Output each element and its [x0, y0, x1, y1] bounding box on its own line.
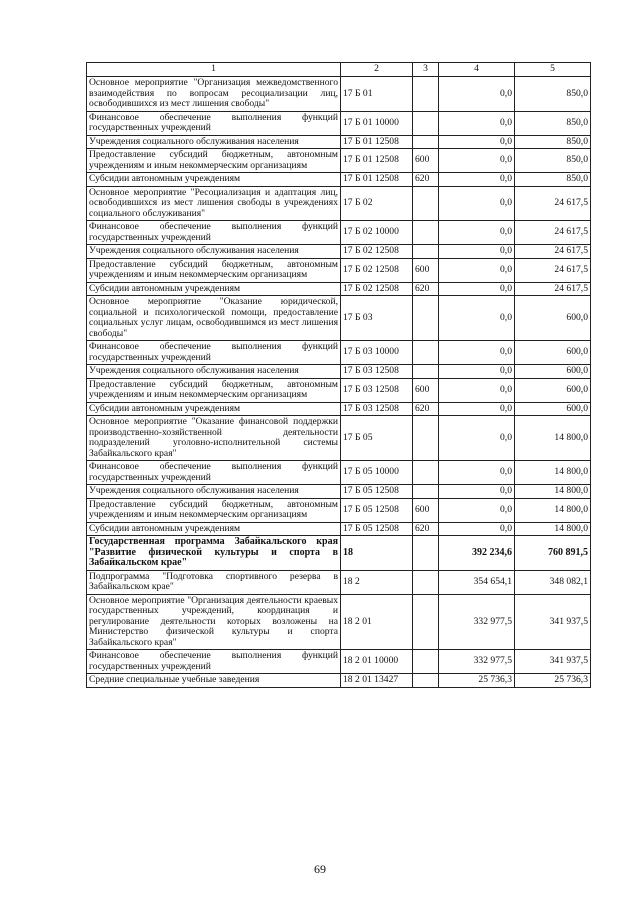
- row-amount-1-cell: 332 977,5: [439, 650, 515, 674]
- row-name-cell: Подпрограмма "Подготовка спортивного резерва в Забайкальском крае": [87, 570, 341, 594]
- row-code-cell: 17 Б 03 12508: [341, 378, 413, 402]
- table-row: [87, 149, 591, 173]
- row-code-cell: 17 Б 03 12508: [341, 402, 413, 416]
- row-amount-1-cell: 0,0: [439, 111, 515, 135]
- row-amount-1-cell: 332 977,5: [439, 594, 515, 650]
- header-row: [87, 63, 591, 77]
- row-amount-2-cell: 600,0: [515, 365, 591, 379]
- row-amount-2-cell: 600,0: [515, 402, 591, 416]
- row-code-cell: 17 Б 05: [341, 416, 413, 461]
- row-amount-1-cell: 0,0: [439, 282, 515, 296]
- row-amount-2-cell: 760 891,5: [515, 536, 591, 571]
- row-type-cell: 620: [413, 282, 439, 296]
- table-row: [87, 536, 591, 571]
- row-type-cell: 620: [413, 522, 439, 536]
- row-code-cell: 17 Б 01 12508: [341, 173, 413, 187]
- row-amount-1-cell: 0,0: [439, 461, 515, 485]
- table-row: [87, 221, 591, 245]
- row-name-cell: Предоставление субсидий бюджетным, автономным учреждениям и иным некоммерческим организациям: [87, 378, 341, 402]
- row-code-cell: 18 2: [341, 570, 413, 594]
- row-type-cell: [413, 245, 439, 259]
- table-row: [87, 570, 591, 594]
- column-header-type: 3: [413, 63, 439, 77]
- row-type-cell: 600: [413, 258, 439, 282]
- table-row: [87, 378, 591, 402]
- row-code-cell: 17 Б 02 12508: [341, 258, 413, 282]
- row-type-cell: [413, 111, 439, 135]
- row-name-cell: Финансовое обеспечение выполнения функций государственных учреждений: [87, 341, 341, 365]
- row-amount-1-cell: 0,0: [439, 402, 515, 416]
- row-amount-2-cell: 24 617,5: [515, 282, 591, 296]
- row-amount-2-cell: 341 937,5: [515, 650, 591, 674]
- row-amount-1-cell: 0,0: [439, 245, 515, 259]
- row-name-cell: Субсидии автономным учреждениям: [87, 522, 341, 536]
- table-row: [87, 594, 591, 650]
- column-header-code: 2: [341, 63, 413, 77]
- row-amount-1-cell: 354 654,1: [439, 570, 515, 594]
- row-amount-2-cell: 25 736,3: [515, 674, 591, 688]
- row-amount-1-cell: 25 736,3: [439, 674, 515, 688]
- row-amount-1-cell: 0,0: [439, 296, 515, 341]
- row-amount-2-cell: 850,0: [515, 149, 591, 173]
- row-amount-2-cell: 850,0: [515, 77, 591, 112]
- row-type-cell: [413, 650, 439, 674]
- table-row: [87, 365, 591, 379]
- row-amount-1-cell: 0,0: [439, 258, 515, 282]
- row-amount-2-cell: 14 800,0: [515, 461, 591, 485]
- table-row: [87, 258, 591, 282]
- row-type-cell: [413, 461, 439, 485]
- row-code-cell: 17 Б 02 10000: [341, 221, 413, 245]
- row-name-cell: Предоставление субсидий бюджетным, автономным учреждениям и иным некоммерческим организациям: [87, 498, 341, 522]
- row-type-cell: [413, 365, 439, 379]
- row-code-cell: 17 Б 03 10000: [341, 341, 413, 365]
- row-amount-2-cell: 348 082,1: [515, 570, 591, 594]
- row-type-cell: 600: [413, 378, 439, 402]
- table-row: [87, 674, 591, 688]
- row-amount-1-cell: 0,0: [439, 498, 515, 522]
- column-header-amount-2: 5: [515, 63, 591, 77]
- row-amount-1-cell: 0,0: [439, 485, 515, 499]
- row-type-cell: [413, 77, 439, 112]
- row-code-cell: 17 Б 01 12508: [341, 135, 413, 149]
- row-name-cell: Субсидии автономным учреждениям: [87, 173, 341, 187]
- row-amount-1-cell: 0,0: [439, 341, 515, 365]
- row-type-cell: [413, 186, 439, 221]
- row-type-cell: [413, 485, 439, 499]
- row-amount-1-cell: 0,0: [439, 416, 515, 461]
- row-amount-2-cell: 600,0: [515, 378, 591, 402]
- row-amount-1-cell: 0,0: [439, 149, 515, 173]
- row-name-cell: Основное мероприятие "Оказание финансовой поддержки производственно-хозяйственной деятельности подразделений уголовно-исполнительной системы Забайкальского края": [87, 416, 341, 461]
- row-name-cell: Учреждения социального обслуживания населения: [87, 135, 341, 149]
- row-amount-1-cell: 0,0: [439, 221, 515, 245]
- row-amount-1-cell: 392 234,6: [439, 536, 515, 571]
- table-row: [87, 402, 591, 416]
- row-name-cell: Средние специальные учебные заведения: [87, 674, 341, 688]
- table-body: [87, 77, 591, 688]
- column-header-name: 1: [87, 63, 341, 77]
- row-type-cell: [413, 416, 439, 461]
- row-amount-1-cell: 0,0: [439, 365, 515, 379]
- row-type-cell: 600: [413, 498, 439, 522]
- row-name-cell: Финансовое обеспечение выполнения функций государственных учреждений: [87, 111, 341, 135]
- row-name-cell: Учреждения социального обслуживания населения: [87, 365, 341, 379]
- row-amount-1-cell: 0,0: [439, 173, 515, 187]
- row-type-cell: [413, 135, 439, 149]
- row-code-cell: 17 Б 02 12508: [341, 282, 413, 296]
- table-row: [87, 111, 591, 135]
- table-row: [87, 522, 591, 536]
- row-code-cell: 17 Б 02: [341, 186, 413, 221]
- row-amount-2-cell: 850,0: [515, 135, 591, 149]
- row-code-cell: 18 2 01 10000: [341, 650, 413, 674]
- table-row: [87, 173, 591, 187]
- row-type-cell: [413, 594, 439, 650]
- table-row: [87, 341, 591, 365]
- row-amount-2-cell: 341 937,5: [515, 594, 591, 650]
- row-code-cell: 17 Б 05 12508: [341, 498, 413, 522]
- column-header-amount-1: 4: [439, 63, 515, 77]
- row-name-cell: Основное мероприятие "Организация межведомственного взаимодействия по вопросам ресоциализации лиц, освободившихся из мест лишения свободы": [87, 77, 341, 112]
- row-amount-2-cell: 24 617,5: [515, 258, 591, 282]
- table-row: [87, 650, 591, 674]
- row-type-cell: [413, 674, 439, 688]
- row-name-cell: Финансовое обеспечение выполнения функций государственных учреждений: [87, 221, 341, 245]
- row-amount-1-cell: 0,0: [439, 522, 515, 536]
- budget-table: [86, 62, 591, 688]
- row-code-cell: 18 2 01: [341, 594, 413, 650]
- row-name-cell: Предоставление субсидий бюджетным, автономным учреждениям и иным некоммерческим организациям: [87, 149, 341, 173]
- row-type-cell: 600: [413, 149, 439, 173]
- table-row: [87, 416, 591, 461]
- row-name-cell: Основное мероприятие "Ресоциализация и адаптация лиц, освободившихся из мест лишения свободы в учреждениях социального обслуживания": [87, 186, 341, 221]
- row-name-cell: Финансовое обеспечение выполнения функций государственных учреждений: [87, 461, 341, 485]
- row-name-cell: Финансовое обеспечение выполнения функций государственных учреждений: [87, 650, 341, 674]
- row-amount-2-cell: 850,0: [515, 173, 591, 187]
- table-row: [87, 282, 591, 296]
- row-amount-2-cell: 600,0: [515, 296, 591, 341]
- row-code-cell: 17 Б 05 10000: [341, 461, 413, 485]
- row-code-cell: 17 Б 05 12508: [341, 522, 413, 536]
- row-amount-1-cell: 0,0: [439, 186, 515, 221]
- row-name-cell: Субсидии автономным учреждениям: [87, 402, 341, 416]
- row-type-cell: [413, 341, 439, 365]
- table-row: [87, 186, 591, 221]
- table-row: [87, 296, 591, 341]
- row-code-cell: 17 Б 03 12508: [341, 365, 413, 379]
- row-amount-2-cell: 24 617,5: [515, 186, 591, 221]
- row-amount-2-cell: 14 800,0: [515, 416, 591, 461]
- row-amount-2-cell: 14 800,0: [515, 522, 591, 536]
- row-amount-1-cell: 0,0: [439, 378, 515, 402]
- row-code-cell: 18: [341, 536, 413, 571]
- row-amount-2-cell: 850,0: [515, 111, 591, 135]
- row-name-cell: Учреждения социального обслуживания населения: [87, 245, 341, 259]
- row-amount-2-cell: 14 800,0: [515, 485, 591, 499]
- row-name-cell: Основное мероприятие "Оказание юридической, социальной и психологической помощи, предоставление социальных услуг лицам, освободившимся из мест лишения свободы": [87, 296, 341, 341]
- table-row: [87, 245, 591, 259]
- row-type-cell: [413, 296, 439, 341]
- row-name-cell: Предоставление субсидий бюджетным, автономным учреждениям и иным некоммерческим организациям: [87, 258, 341, 282]
- row-code-cell: 17 Б 02 12508: [341, 245, 413, 259]
- table-row: [87, 135, 591, 149]
- row-name-cell: Учреждения социального обслуживания населения: [87, 485, 341, 499]
- row-type-cell: 620: [413, 402, 439, 416]
- row-name-cell: Государственная программа Забайкальского края "Развитие физической культуры и спорта в Забайкальском крае": [87, 536, 341, 571]
- row-name-cell: Основное мероприятие "Организация деятельности краевых государственных учреждений, координация и регулирование деятельности которых возложены на Министерство физической культуры и спорта Забайкальского края": [87, 594, 341, 650]
- row-type-cell: [413, 570, 439, 594]
- row-code-cell: 17 Б 01 12508: [341, 149, 413, 173]
- row-amount-2-cell: 600,0: [515, 341, 591, 365]
- row-code-cell: 17 Б 05 12508: [341, 485, 413, 499]
- row-name-cell: Субсидии автономным учреждениям: [87, 282, 341, 296]
- row-amount-2-cell: 14 800,0: [515, 498, 591, 522]
- row-type-cell: [413, 536, 439, 571]
- row-amount-1-cell: 0,0: [439, 77, 515, 112]
- row-type-cell: [413, 221, 439, 245]
- table-row: [87, 461, 591, 485]
- table-row: [87, 498, 591, 522]
- row-code-cell: 18 2 01 13427: [341, 674, 413, 688]
- row-type-cell: 620: [413, 173, 439, 187]
- row-amount-2-cell: 24 617,5: [515, 245, 591, 259]
- page-number: 69: [314, 862, 326, 876]
- table-row: [87, 77, 591, 112]
- row-code-cell: 17 Б 03: [341, 296, 413, 341]
- row-amount-1-cell: 0,0: [439, 135, 515, 149]
- row-code-cell: 17 Б 01: [341, 77, 413, 112]
- row-amount-2-cell: 24 617,5: [515, 221, 591, 245]
- row-code-cell: 17 Б 01 10000: [341, 111, 413, 135]
- table-row: [87, 485, 591, 499]
